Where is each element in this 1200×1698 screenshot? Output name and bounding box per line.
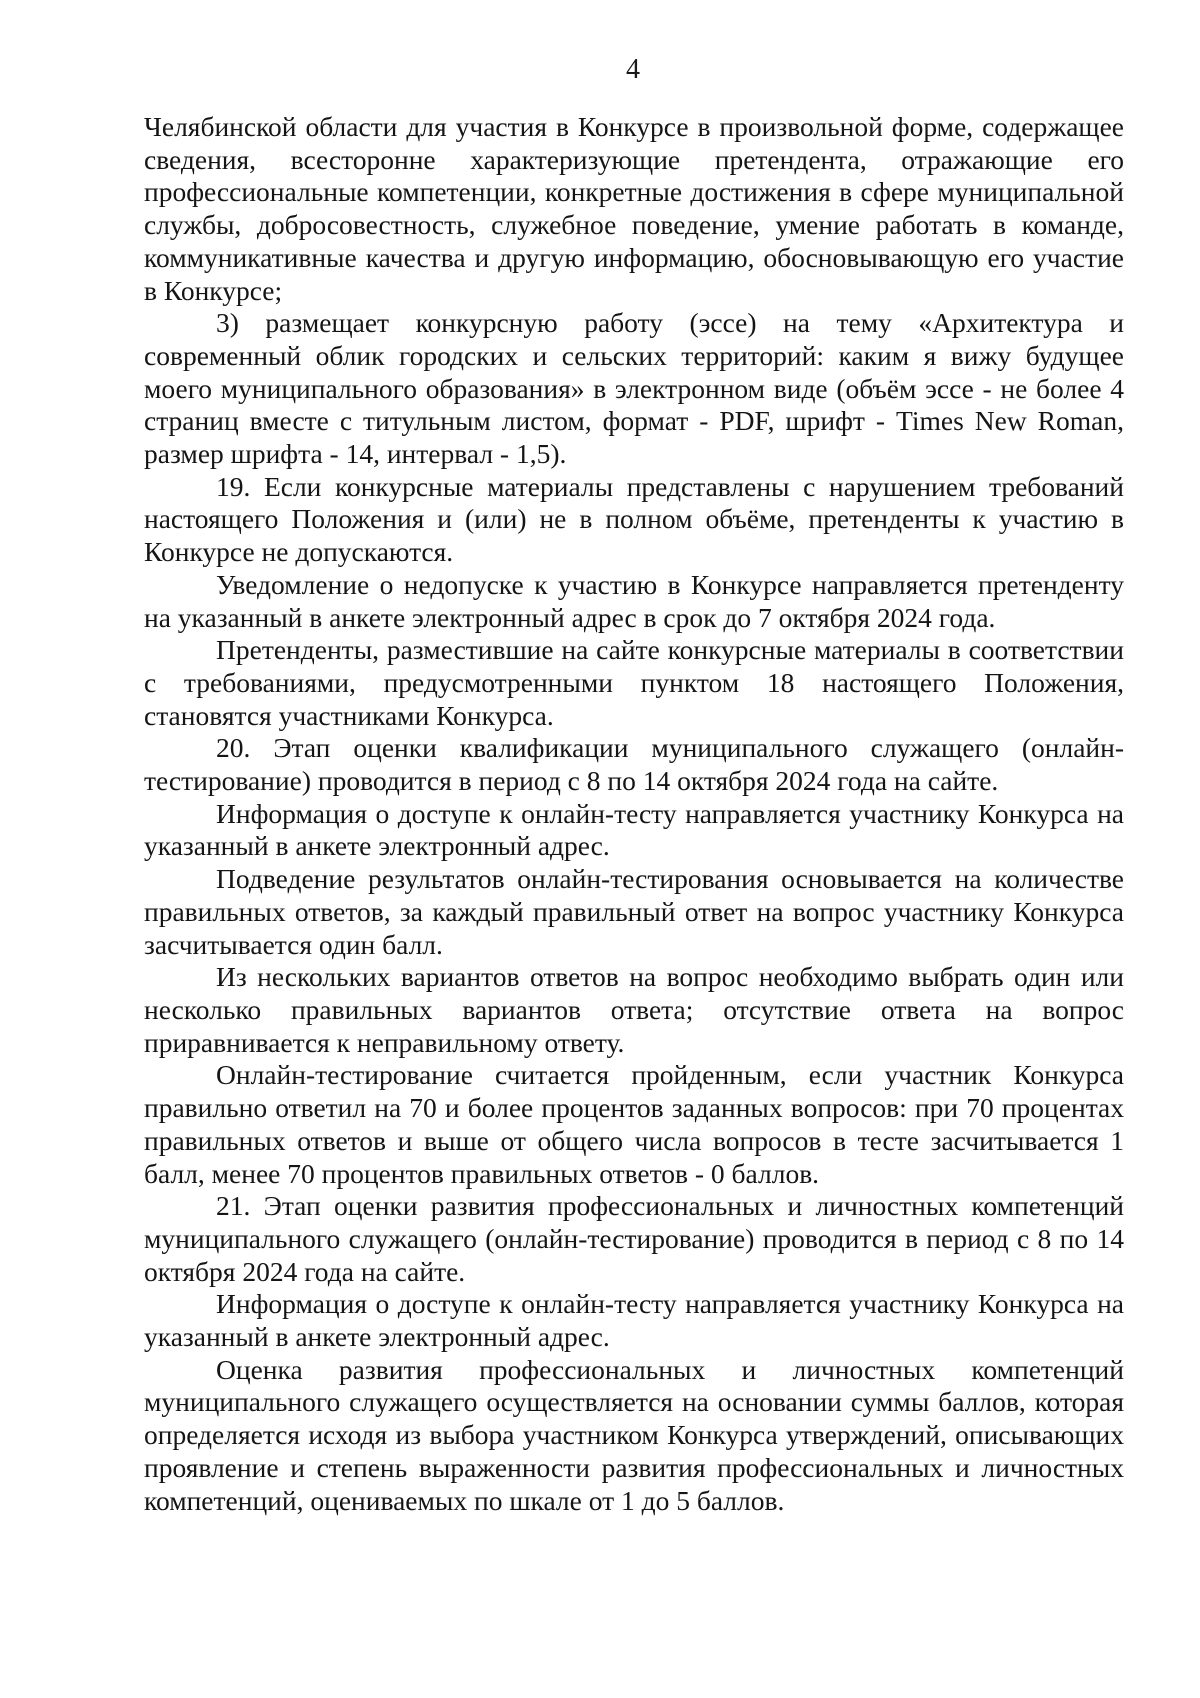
paragraph: Уведомление о недопуске к участию в Конкурсе направляется претенденту на указанный в анкете электронный адрес в срок до 7 октября 2024 года.	[144, 568, 1124, 633]
paragraph: Информация о доступе к онлайн-тесту направляется участнику Конкурса на указанный в анкете электронный адрес.	[144, 797, 1124, 862]
paragraph: 21. Этап оценки развития профессиональных и личностных компетенций муниципального служащего (онлайн-тестирование) проводится в период с 8 по 14 октября 2024 года на сайте.	[144, 1190, 1124, 1287]
paragraph: Подведение результатов онлайн-тестирования основывается на количестве правильных ответов, за каждый правильный ответ на вопрос участнику Конкурса засчитывается один балл.	[144, 863, 1124, 960]
page-number: 4	[626, 54, 640, 85]
paragraph: Из нескольких вариантов ответов на вопрос необходимо выбрать один или несколько правильных вариантов ответа; отсутствие ответа на вопрос приравнивается к неправильному ответу.	[144, 961, 1124, 1058]
document-body	[144, 111, 1124, 1517]
paragraph: 20. Этап оценки квалификации муниципального служащего (онлайн-тестирование) проводится в период с 8 по 14 октября 2024 года на сайте.	[144, 732, 1124, 797]
paragraph: Информация о доступе к онлайн-тесту направляется участнику Конкурса на указанный в анкете электронный адрес.	[144, 1288, 1124, 1353]
paragraph: Оценка развития профессиональных и личностных компетенций муниципального служащего осуществляется на основании суммы баллов, которая определяется исходя из выбора участником Конкурса утверждений, описывающих проявление и степень выраженности развития профессиональных и личностных компетенций, оцениваемых по шкале от 1 до 5 баллов.	[144, 1353, 1124, 1516]
paragraph: 3) размещает конкурсную работу (эссе) на тему «Архитектура и современный облик городских и сельских территорий: каким я вижу будущее моего муниципального образования» в электронном виде (объём эссе - не более 4 страниц вместе с титульным листом, формат - PDF, шрифт - Times New Roman, размер шрифта - 14, интервал - 1,5).	[144, 307, 1124, 470]
paragraph: Челябинской области для участия в Конкурсе в произвольной форме, содержащее сведения, всесторонне характеризующие претендента, отражающие его профессиональные компетенции, конкретные достижения в сфере муниципальной службы, добросовестность, служебное поведение, умение работать в команде, коммуникативные качества и другую информацию, обосновывающую его участие в Конкурсе;	[144, 111, 1124, 306]
paragraph: Претенденты, разместившие на сайте конкурсные материалы в соответствии с требованиями, предусмотренными пунктом 18 настоящего Положения, становятся участниками Конкурса.	[144, 634, 1124, 731]
paragraph: Онлайн-тестирование считается пройденным, если участник Конкурса правильно ответил на 70 и более процентов заданных вопросов: при 70 процентах правильных ответов и выше от общего числа вопросов в тесте засчитывается 1 балл, менее 70 процентов правильных ответов - 0 баллов.	[144, 1059, 1124, 1189]
paragraph: 19. Если конкурсные материалы представлены с нарушением требований настоящего Положения и (или) не в полном объёме, претенденты к участию в Конкурсе не допускаются.	[144, 470, 1124, 568]
